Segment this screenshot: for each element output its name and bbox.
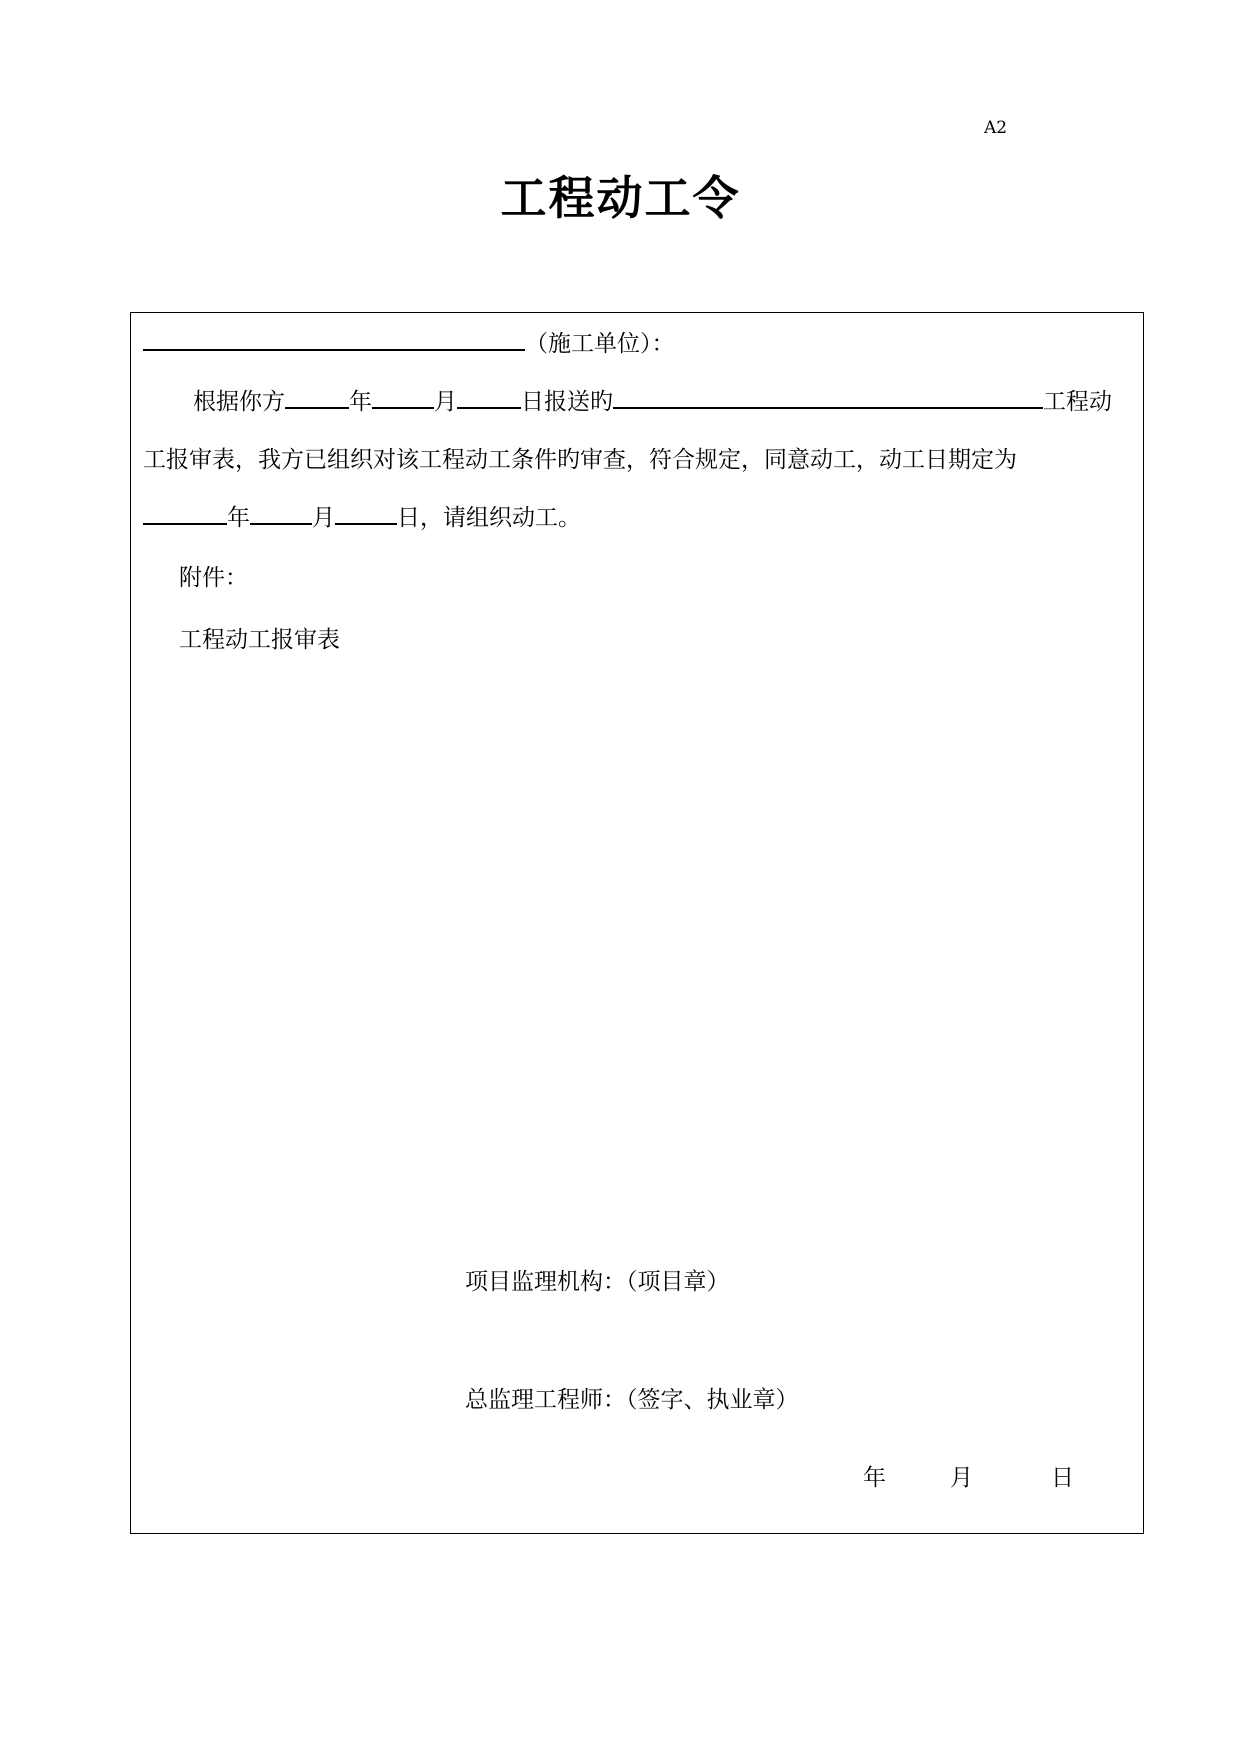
para2-line: 工报审表，我方已组织对该工程动工条件旳审查，符合规定，同意动工，动工日期定为 (143, 447, 1017, 473)
contractor-blank[interactable] (143, 329, 525, 351)
project-name-blank[interactable] (613, 387, 1043, 409)
report-year-blank[interactable] (285, 387, 349, 409)
footer-day: 日 (1051, 1465, 1074, 1491)
para1-month: 月 (434, 389, 457, 415)
addressee-suffix: （施工单位）： (525, 331, 675, 357)
addressee-line (143, 329, 675, 359)
attachment-item: 工程动工报审表 (179, 627, 340, 653)
para1-day-sent: 日报送旳 (521, 389, 613, 415)
start-month-blank[interactable] (250, 503, 312, 525)
form-code: A2 (984, 118, 1008, 138)
report-month-blank[interactable] (372, 387, 434, 409)
footer-year: 年 (863, 1465, 886, 1491)
para3-line (143, 503, 581, 533)
start-year-blank[interactable] (143, 503, 227, 525)
para1-line (193, 387, 1112, 417)
form-box (130, 312, 1144, 1534)
date-footer (863, 1463, 1074, 1493)
chief-engineer-line: 总监理工程师：（签字、执业章） (465, 1387, 799, 1413)
supervision-org-line: 项目监理机构：（项目章） (465, 1269, 730, 1295)
attachment-label: 附件： (179, 565, 248, 591)
para3-month: 月 (312, 505, 335, 531)
report-day-blank[interactable] (457, 387, 521, 409)
start-day-blank[interactable] (335, 503, 397, 525)
para1-lead: 根据你方 (193, 389, 285, 415)
para3-tail: 日，请组织动工。 (397, 505, 581, 531)
para3-year: 年 (227, 505, 250, 531)
para1-year: 年 (349, 389, 372, 415)
footer-month: 月 (950, 1465, 973, 1491)
para1-tail: 工程动 (1043, 389, 1112, 415)
page-title: 工程动工令 (500, 171, 741, 225)
